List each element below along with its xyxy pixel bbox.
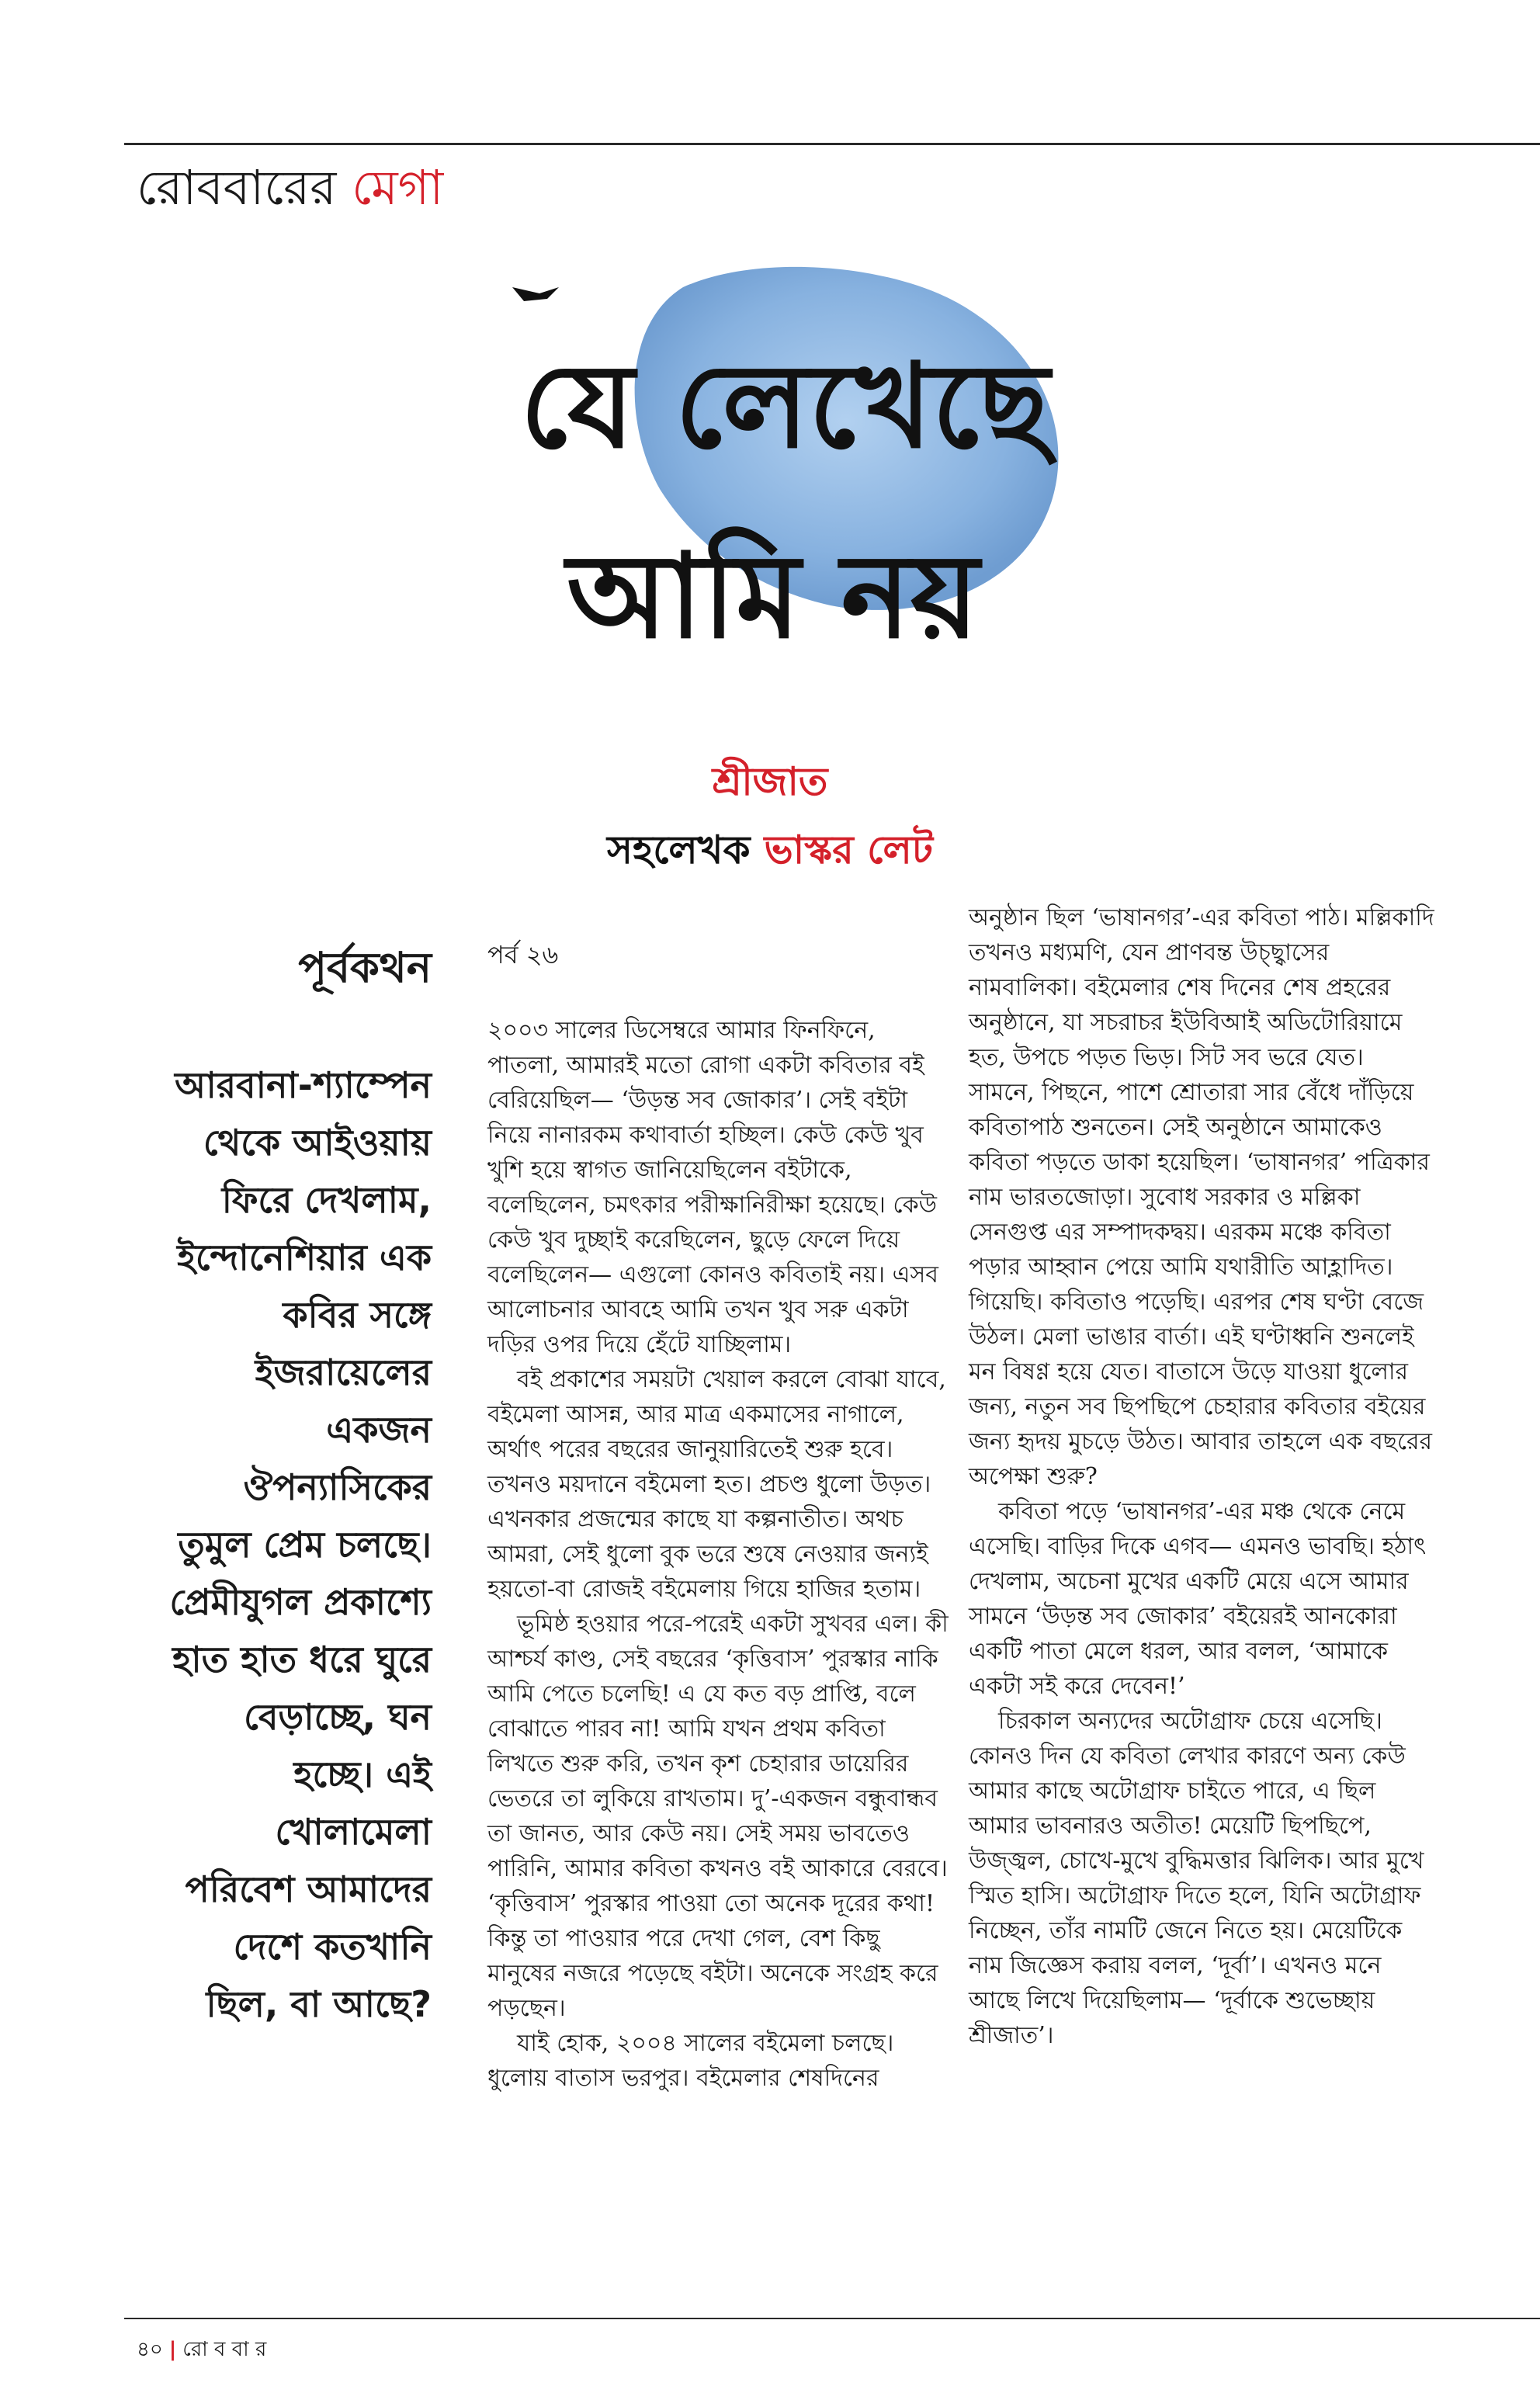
pull-line: আরবানা-শ্যাম্পেন xyxy=(175,1064,432,1106)
bird-icon xyxy=(512,287,559,301)
pull-line: ছিল, বা আছে? xyxy=(206,1983,432,2025)
paragraph: বই প্রকাশের সময়টা খেয়াল করলে বোঝা যাবে, বইমেলা আসন্ন, আর মাত্র একমাসের নাগালে, অর্থাৎ পরের বছরের জানুয়ারিতেই শুরু হবে। তখনও ময়দানে বইমেলা হত। প্রচণ্ড ধুলো উড়ত। এখনকার প্রজন্মের কাছে যা কল্পনাতীত। অথচ আমরা, সেই ধুলো বুক ভরে শুষে নেওয়ার জন্যই হয়তো-বা রোজই বইমেলায় গিয়ে হাজির হতাম। xyxy=(487,1366,946,1603)
top-rule xyxy=(124,143,1540,145)
sidebar xyxy=(137,935,432,2033)
paragraph: কবিতা পড়ে ‘ভাষানগর’-এর মঞ্চ থেকে নেমে এসেছি। বাড়ির দিকে এগব— এমনও ভাবছি। হঠাৎ দেখলাম, অচেনা মুখের একটি মেয়ে এসে আমার সামনে ‘উড়ন্ত সব জোকার’ বইয়েরই আনকোরা একটি পাতা মেলে ধরল, আর বলল, ‘আমাকে একটা সই করে দেবেন!’ xyxy=(969,1498,1427,1700)
page-number: ৪০ xyxy=(137,2338,163,2361)
pull-line: ইজরায়েলের xyxy=(255,1351,432,1393)
co-author-line xyxy=(0,821,1540,886)
title-artwork xyxy=(466,256,1133,706)
page-footer: ৪০ | রো ব বা র xyxy=(137,2338,267,2361)
pull-line: ইন্দোনেশিয়ার এক xyxy=(177,1236,432,1278)
pull-line: ফিরে দেখলাম, xyxy=(221,1179,432,1221)
pull-quote xyxy=(137,1056,432,2033)
episode-number: পর্ব ২৬ xyxy=(487,940,559,969)
pull-line: কবির সঙ্গে xyxy=(283,1294,432,1336)
title-line-1: যে লেখেছে xyxy=(520,338,1050,474)
pull-line: বেড়াচ্ছে, ঘন xyxy=(244,1696,432,1738)
sidebar-heading: পূর্বকথন xyxy=(298,943,432,992)
article-column-2 xyxy=(969,900,1434,2053)
pull-line: হাত হাত ধরে ঘুরে xyxy=(172,1639,432,1680)
author-name: শ্রীজাত xyxy=(712,759,828,804)
paragraph: অনুষ্ঠান ছিল ‘ভাষানগর’-এর কবিতা পাঠ। মল্লিকাদি তখনও মধ্যমণি, যেন প্রাণবন্ত উচ্ছ্বাসের নামবালিকা। বইমেলার শেষ দিনের শেষ প্রহরের অনুষ্ঠানে, যা সচরাচর ইউবিআই অডিটোরিয়ামে হত, উপচে পড়ত ভিড়। সিট সব ভরে যেত। সামনে, পিছনে, পাশে শ্রোতারা সার বেঁধে দাঁড়িয়ে কবিতাপাঠ শুনতেন। সেই অনুষ্ঠানে আমাকেও কবিতা পড়তে ডাকা হয়েছিল। ‘ভাষানগর’ পত্রিকার নাম ভারতজোড়া। সুবোধ সরকার ও মল্লিকা সেনগুপ্ত এর সম্পাদকদ্বয়। এরকম মঞ্চে কবিতা পড়ার আহ্বান পেয়ে আমি যথারীতি আহ্লাদিত। গিয়েছি। কবিতাও পড়েছি। এরপর শেষ ঘণ্টা বেজে উঠল। মেলা ভাঙার বার্তা। এই ঘণ্টাধ্বনি শুনলেই মন বিষণ্ণ হয়ে যেত। বাতাসে উড়ে যাওয়া ধুলোর জন্য, নতুন সব ছিপছিপে চেহারার কবিতার বইয়ের জন্য হৃদয় মুচড়ে উঠত। আবার তাহলে এক বছরের অপেক্ষা শুরু? xyxy=(969,904,1434,1490)
article-column-1 xyxy=(487,938,953,2096)
magazine-name: রো ব বা র xyxy=(182,2338,267,2361)
pull-line: হচ্ছে। এই xyxy=(293,1753,432,1795)
co-author-label: সহলেখক xyxy=(607,827,751,872)
pull-line: খোলামেলা xyxy=(275,1811,432,1853)
pull-line: ঔপন্যাসিকের xyxy=(243,1466,432,1508)
pull-line: প্রেমীযুগল প্রকাশ্যে xyxy=(169,1581,432,1623)
header-highlight: মেগা xyxy=(352,159,444,216)
pull-line: তুমুল প্রেম চলছে। xyxy=(178,1524,432,1566)
pull-line: পরিবেশ আমাদের xyxy=(185,1868,432,1910)
paragraph: যাই হোক, ২০০৪ সালের বইমেলা চলছে। ধুলোয় বাতাস ভরপুর। বইমেলার শেষদিনের xyxy=(487,2030,894,2092)
paragraph: চিরকাল অন্যদের অটোগ্রাফ চেয়ে এসেছি। কোনও দিন যে কবিতা লেখার কারণে অন্য কেউ আমার কাছে অটোগ্রাফ চাইতে পারে, এ ছিল আমার ভাবনারও অতীত! মেয়েটি ছিপছিপে, উজ্জ্বল, চোখে-মুখে বুদ্ধিমত্তার ঝিলিক। আর মুখে স্মিত হাসি। অটোগ্রাফ দিতে হলে, যিনি অটোগ্রাফ নিচ্ছেন, তাঁর নামটি জেনে নিতে হয়। মেয়েটিকে নাম জিজ্ঞেস করায় বলল, ‘দূর্বা’। এখনও মনে আছে লিখে দিয়েছিলাম— ‘দূর্বাকে শুভেচ্ছায় শ্রীজাত’। xyxy=(969,1708,1424,2049)
paragraph: ২০০৩ সালের ডিসেম্বরে আমার ফিনফিনে, পাতলা, আমারই মতো রোগা একটা কবিতার বই বেরিয়েছিল— ‘উড়ন্ত সব জোকার’। সেই বইটা নিয়ে নানারকম কথাবার্তা হচ্ছিল। কেউ কেউ খুব খুশি হয়ে স্বাগত জানিয়েছিলেন বইটাকে, বলেছিলেন, চমৎকার পরীক্ষানিরীক্ষা হয়েছে। কেউ কেউ খুব দুচ্ছাই করেছিলেন, ছুড়ে ফেলে দিয়ে বলেছিলেন— এগুলো কোনও কবিতাই নয়। এসব আলোচনার আবহে আমি তখন খুব সরু একটা দড়ির ওপর দিয়ে হেঁটে যাচ্ছিলাম। xyxy=(487,1017,938,1358)
title-line-2: আমি নয় xyxy=(567,528,980,664)
pull-line: একজন xyxy=(326,1409,432,1451)
paragraph: ভূমিষ্ঠ হওয়ার পরে-পরেই একটা সুখবর এল। কী আশ্চর্য কাণ্ড, সেই বছরের ‘কৃত্তিবাস’ পুরস্কার নাকি আমি পেতে চলেছি! এ যে কত বড় প্রাপ্তি, বলে বোঝাতে পারব না! আমি যখন প্রথম কবিতা লিখতে শুরু করি, তখন কৃশ চেহারার ডায়েরির ভেতরে তা লুকিয়ে রাখতাম। দু’-একজন বন্ধুবান্ধব তা জানত, আর কেউ নয়। সেই সময় ভাবতেও পারিনি, আমার কবিতা কখনও বই আকারে বেরবে। ‘কৃত্তিবাস’ পুরস্কার পাওয়া তো অনেক দূরের কথা! কিন্তু তা পাওয়ার পরে দেখা গেল, বেশ কিছু মানুষের নজরে পড়েছে বইটা। অনেকে সংগ্রহ করে পড়ছেন। xyxy=(487,1611,949,2022)
co-author-name: ভাস্কর লেট xyxy=(764,827,933,872)
header-prefix: রোববারের xyxy=(137,159,352,216)
pull-line: দেশে কতখানি xyxy=(233,1926,432,1968)
bottom-rule xyxy=(124,2318,1540,2319)
section-header xyxy=(137,161,443,214)
pull-line: থেকে আইওয়ায় xyxy=(203,1122,432,1164)
